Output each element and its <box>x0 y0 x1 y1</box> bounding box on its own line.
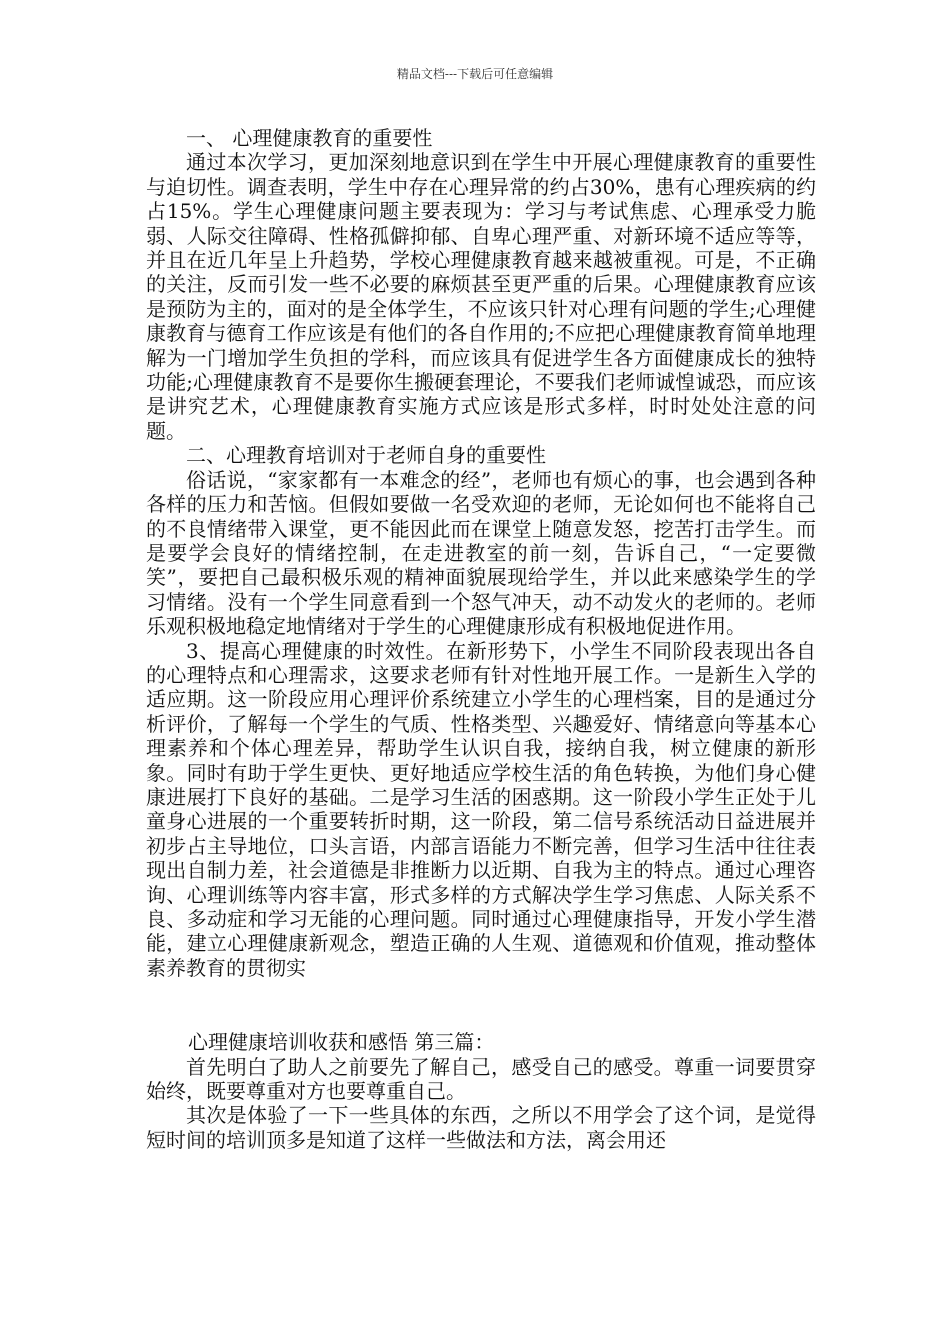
paragraph-2: 俗话说，“家家都有一本难念的经”，老师也有烦心的事，也会遇到各种各样的压力和苦恼。但假如要做一名受欢迎的老师，无论如何也不能将自己的不良情绪带入课堂，更不能因此而在课堂上随意发怒，挖苦打击学生。而是要学会良好的情绪控制，在走进教室的前一刻，告诉自己，“一定要微笑”，要把自己最积极乐观的精神面貌展现给学生，并以此来感染学生的学习情绪。没有一个学生同意看到一个怒气冲天，动不动发火的老师的。老师乐观积极地稳定地情绪对于学生的心理健康形成有积极地促进作用。 <box>146 467 816 639</box>
document-body <box>146 126 816 1152</box>
section-heading-1: 一、 心理健康教育的重要性 <box>186 126 433 150</box>
paragraph-4: 首先明白了助人之前要先了解自己，感受自己的感受。尊重一词要贯穿始终，既要尊重对方也要尊重自己。 <box>146 1054 816 1104</box>
paragraph-1: 通过本次学习，更加深刻地意识到在学生中开展心理健康教育的重要性与迫切性。调查表明，学生中存在心理异常的约占30%，患有心理疾病的约占15%。学生心理健康问题主要表现为：学习与考试焦虑、心理承受力脆弱、人际交往障碍、性格孤僻抑郁、自卑心理严重、对新环境不适应等等，并且在近几年呈上升趋势，学校心理健康教育越来越被重视。可是，不正确的关注，反而引发一些不必要的麻烦甚至更严重的后果。心理健康教育应该是预防为主的，面对的是全体学生，不应该只针对心理有问题的学生;心理健康教育与德育工作应该是有他们的各自作用的;不应把心理健康教育简单地理解为一门增加学生负担的学科，而应该具有促进学生各方面健康成长的独特功能;心理健康教育不是要你生搬硬套理论，不要我们老师诚惶诚恐，而应该是讲究艺术，心理健康教育实施方式应该是形式多样，时时处处注意的问题。 <box>146 150 816 443</box>
paragraph-3: 3、提高心理健康的时效性。在新形势下，小学生不同阶段表现出各自的心理特点和心理需求，这要求老师有针对性地开展工作。一是新生入学的适应期。这一阶段应用心理评价系统建立小学生的心理档案，目的是通过分析评价，了解每一个学生的气质、性格类型、兴趣爱好、情绪意向等基本心理素养和个体心理差异，帮助学生认识自我，接纳自我，树立健康的新形象。同时有助于学生更快、更好地适应学校生活的角色转换，为他们身心健康进展打下良好的基础。二是学习生活的困惑期。这一阶段小学生正处于儿童身心进展的一个重要转折时期，这一阶段，第二信号系统活动日益进展并初步占主导地位，口头言语，内部言语能力不断完善，但学习生活中往往表现出自制力差，社会道德是非推断力以近期、自我为主的特点。通过心理咨询、心理训练等内容丰富，形式多样的方式解决学生学习焦虑、人际关系不良、多动症和学习无能的心理问题。同时通过心理健康指导，开发小学生潜能，建立心理健康新观念，塑造正确的人生观、道德观和价值观，推动整体素养教育的贯彻实 <box>146 638 816 980</box>
page-header: 精品文档---下载后可任意编辑 <box>396 67 554 81</box>
section-gap <box>146 980 816 1030</box>
section-heading-2: 二、心理教育培训对于老师自身的重要性 <box>186 443 546 468</box>
section-title: 心理健康培训收获和感悟 第三篇： <box>188 1030 495 1055</box>
paragraph-5: 其次是体验了一下一些具体的东西，之所以不用学会了这个词，是觉得短时间的培训顶多是知道了这样一些做法和方法，离会用还 <box>146 1103 816 1152</box>
